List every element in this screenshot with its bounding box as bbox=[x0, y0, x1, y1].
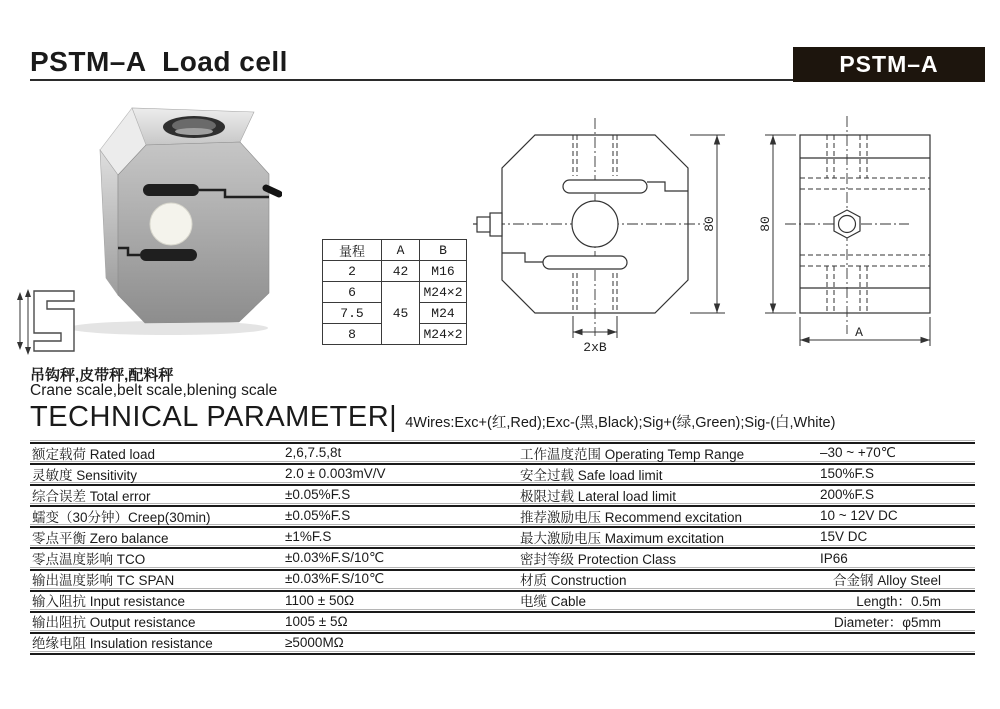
load-cell-front-face bbox=[118, 142, 269, 323]
spec-label-right: 极限过载 Lateral load limit bbox=[520, 488, 677, 504]
spec-value-right: Diameter：φ5mm bbox=[833, 615, 941, 631]
spec-label-left: 综合误差 Total error bbox=[32, 488, 151, 504]
section-heading: TECHNICAL PARAMETER| bbox=[30, 401, 398, 433]
spec-value-left: ±0.05%F.S bbox=[285, 487, 351, 503]
spec-label-left: 输出阻抗 Output resistance bbox=[32, 615, 196, 631]
spec-value-left: 2,6,7.5,8t bbox=[285, 445, 342, 461]
spec-value-left: ±0.03%F.S/10℃ bbox=[285, 571, 385, 587]
side-view-drawing bbox=[753, 110, 993, 360]
dim-cell: 7.5 bbox=[323, 303, 382, 324]
spec-row bbox=[30, 613, 975, 630]
spec-row bbox=[30, 486, 975, 503]
dimension-table bbox=[322, 239, 467, 345]
spec-label-left: 额定载荷 Rated load bbox=[32, 446, 156, 462]
spec-label-right: 工作温度范围 Operating Temp Range bbox=[520, 446, 745, 462]
front-height-dim-label: 80 bbox=[702, 216, 717, 232]
spec-value-left: 2.0 ± 0.003mV/V bbox=[285, 466, 386, 482]
applications-cn: 吊钩秤,皮带秤,配料秤 bbox=[30, 367, 174, 384]
spec-label-left: 输入阻抗 Input resistance bbox=[32, 594, 186, 610]
dim-cell: M16 bbox=[420, 261, 467, 282]
spec-label-left: 灵敏度 Sensitivity bbox=[32, 467, 138, 483]
spec-label-left: 绝缘电阻 Insulation resistance bbox=[32, 636, 213, 652]
s-profile-drawing bbox=[14, 288, 80, 356]
spec-row bbox=[30, 549, 975, 566]
spec-row bbox=[30, 634, 975, 651]
spec-value-left: 1005 ± 5Ω bbox=[285, 613, 348, 629]
side-height-dim-label: 80 bbox=[758, 216, 773, 232]
dim-col-a: A bbox=[382, 240, 420, 261]
wiring-note: 4Wires:Exc+(红,Red);Exc-(黑,Black);Sig+(绿,Green);Sig-(白,White) bbox=[405, 415, 836, 431]
spec-value-left: ≥5000MΩ bbox=[285, 634, 344, 650]
section-heading-row bbox=[30, 399, 975, 435]
dim-col-range: 量程 bbox=[323, 240, 382, 261]
dim-cell: 6 bbox=[323, 282, 382, 303]
lower-slot bbox=[140, 249, 197, 261]
dim-cell: 42 bbox=[382, 261, 420, 282]
spec-row bbox=[30, 592, 975, 609]
spec-value-right: Length：0.5m bbox=[856, 594, 941, 610]
spec-label-left: 蠕变（30分钟）Creep(30min) bbox=[32, 509, 211, 525]
spec-value-right: IP66 bbox=[820, 550, 848, 566]
spec-label-left: 输出温度影响 TC SPAN bbox=[32, 573, 175, 589]
spec-value-left: ±0.05%F.S bbox=[285, 508, 351, 524]
center-disc bbox=[150, 203, 192, 245]
spec-value-right: –30 ~ +70℃ bbox=[820, 444, 896, 460]
spec-value-right: 200%F.S bbox=[820, 487, 875, 503]
dim-cell: M24 bbox=[420, 303, 467, 324]
side-width-dim-label: A bbox=[855, 325, 863, 340]
photo-shadow bbox=[68, 321, 268, 335]
upper-slot bbox=[143, 184, 199, 196]
spec-row bbox=[30, 571, 975, 588]
front-view-drawing bbox=[473, 110, 743, 360]
dim-cell: 2 bbox=[323, 261, 382, 282]
spec-label-left: 零点平衡 Zero balance bbox=[32, 530, 169, 546]
spec-label-right: 电缆 Cable bbox=[520, 594, 587, 610]
applications-en: Crane scale,belt scale,blening scale bbox=[30, 382, 278, 399]
spec-label-right: 最大激励电压 Maximum excitation bbox=[520, 530, 725, 546]
dim-cell: 8 bbox=[323, 324, 382, 345]
spec-value-right: 合金钢 Alloy Steel bbox=[832, 573, 941, 589]
spec-label-right: 推荐激励电压 Recommend excitation bbox=[520, 509, 743, 525]
product-photo bbox=[48, 90, 282, 338]
spec-row bbox=[30, 444, 975, 461]
model-badge: PSTM–A bbox=[793, 47, 985, 82]
dim-col-b: B bbox=[420, 240, 467, 261]
spec-value-right: 150%F.S bbox=[820, 466, 875, 482]
spec-label-left: 零点温度影响 TCO bbox=[32, 552, 146, 568]
spec-label-right: 安全过载 Safe load limit bbox=[520, 467, 663, 483]
title-underline bbox=[30, 79, 793, 81]
page-title: PSTM–A Load cell bbox=[30, 46, 288, 77]
spec-value-left: 1100 ± 50Ω bbox=[285, 592, 355, 608]
spec-row bbox=[30, 465, 975, 482]
spec-row bbox=[30, 528, 975, 545]
dim-cell: M24×2 bbox=[420, 324, 467, 345]
spec-label-right: 密封等级 Protection Class bbox=[520, 552, 677, 568]
dim-cell: M24×2 bbox=[420, 282, 467, 303]
spec-row bbox=[30, 507, 975, 524]
spec-value-right: 10 ~ 12V DC bbox=[820, 508, 898, 524]
spec-value-right: 15V DC bbox=[820, 529, 868, 545]
spec-table bbox=[30, 440, 975, 655]
front-bore-dim-label: 2xB bbox=[583, 340, 607, 355]
spec-value-left: ±1%F.S bbox=[285, 529, 332, 545]
spec-value-left: ±0.03%F.S/10℃ bbox=[285, 550, 385, 566]
dim-cell-merged: 45 bbox=[382, 282, 420, 345]
spec-label-right: 材质 Construction bbox=[520, 573, 627, 589]
